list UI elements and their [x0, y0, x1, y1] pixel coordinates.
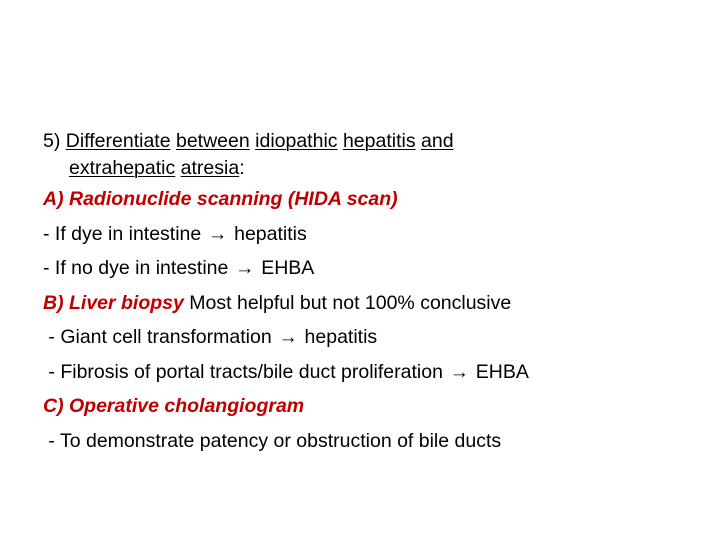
heading-word: and	[421, 130, 454, 152]
right-arrow-icon: →	[235, 257, 255, 279]
section-b-note: Most helpful but not 100% conclusive	[189, 291, 512, 314]
heading-line-1	[43, 128, 703, 155]
item-text: - Fibrosis of portal tracts/bile duct proliferation	[48, 360, 443, 383]
heading-word: idiopathic	[255, 130, 338, 152]
heading-word: Differentiate	[65, 130, 171, 152]
item-result: hepatitis	[304, 326, 378, 348]
item-text: - Giant cell transformation	[48, 326, 272, 348]
right-arrow-icon: →	[278, 326, 298, 348]
heading-word: between	[175, 130, 250, 152]
item-result: hepatitis	[234, 222, 307, 245]
section-a-item-2	[43, 251, 703, 286]
section-b-heading: Liver biopsy	[69, 291, 184, 314]
right-arrow-icon: →	[207, 222, 228, 245]
heading-word: extrahepatic	[69, 157, 176, 179]
section-c-title	[43, 389, 703, 424]
section-c-item-1	[43, 424, 703, 459]
section-b-item-2	[43, 355, 703, 390]
section-a-label: A)	[43, 188, 64, 210]
item-result: EHBA	[475, 360, 529, 383]
section-c-heading: Operative cholangiogram	[69, 395, 305, 417]
section-b-label: B)	[43, 291, 64, 314]
item-text: - If no dye in intestine	[43, 257, 229, 279]
item-result: EHBA	[261, 257, 315, 279]
item-text: - If dye in intestine	[43, 222, 202, 245]
section-a-heading: Radionuclide scanning (HIDA scan)	[69, 188, 398, 210]
section-a-title	[43, 182, 703, 217]
section-b-title	[43, 286, 703, 321]
section-c-label: C)	[43, 395, 64, 417]
heading-word: atresia	[180, 157, 240, 179]
section-b-item-1	[43, 320, 703, 355]
heading-line-2	[43, 155, 703, 182]
slide-body	[43, 128, 703, 458]
heading-prefix: 5)	[43, 130, 66, 152]
item-text: - To demonstrate patency or obstruction of bile ducts	[48, 429, 502, 452]
heading-word: hepatitis	[342, 130, 416, 152]
section-a-item-1	[43, 217, 703, 252]
right-arrow-icon: →	[449, 360, 470, 383]
heading-colon: :	[239, 157, 245, 179]
